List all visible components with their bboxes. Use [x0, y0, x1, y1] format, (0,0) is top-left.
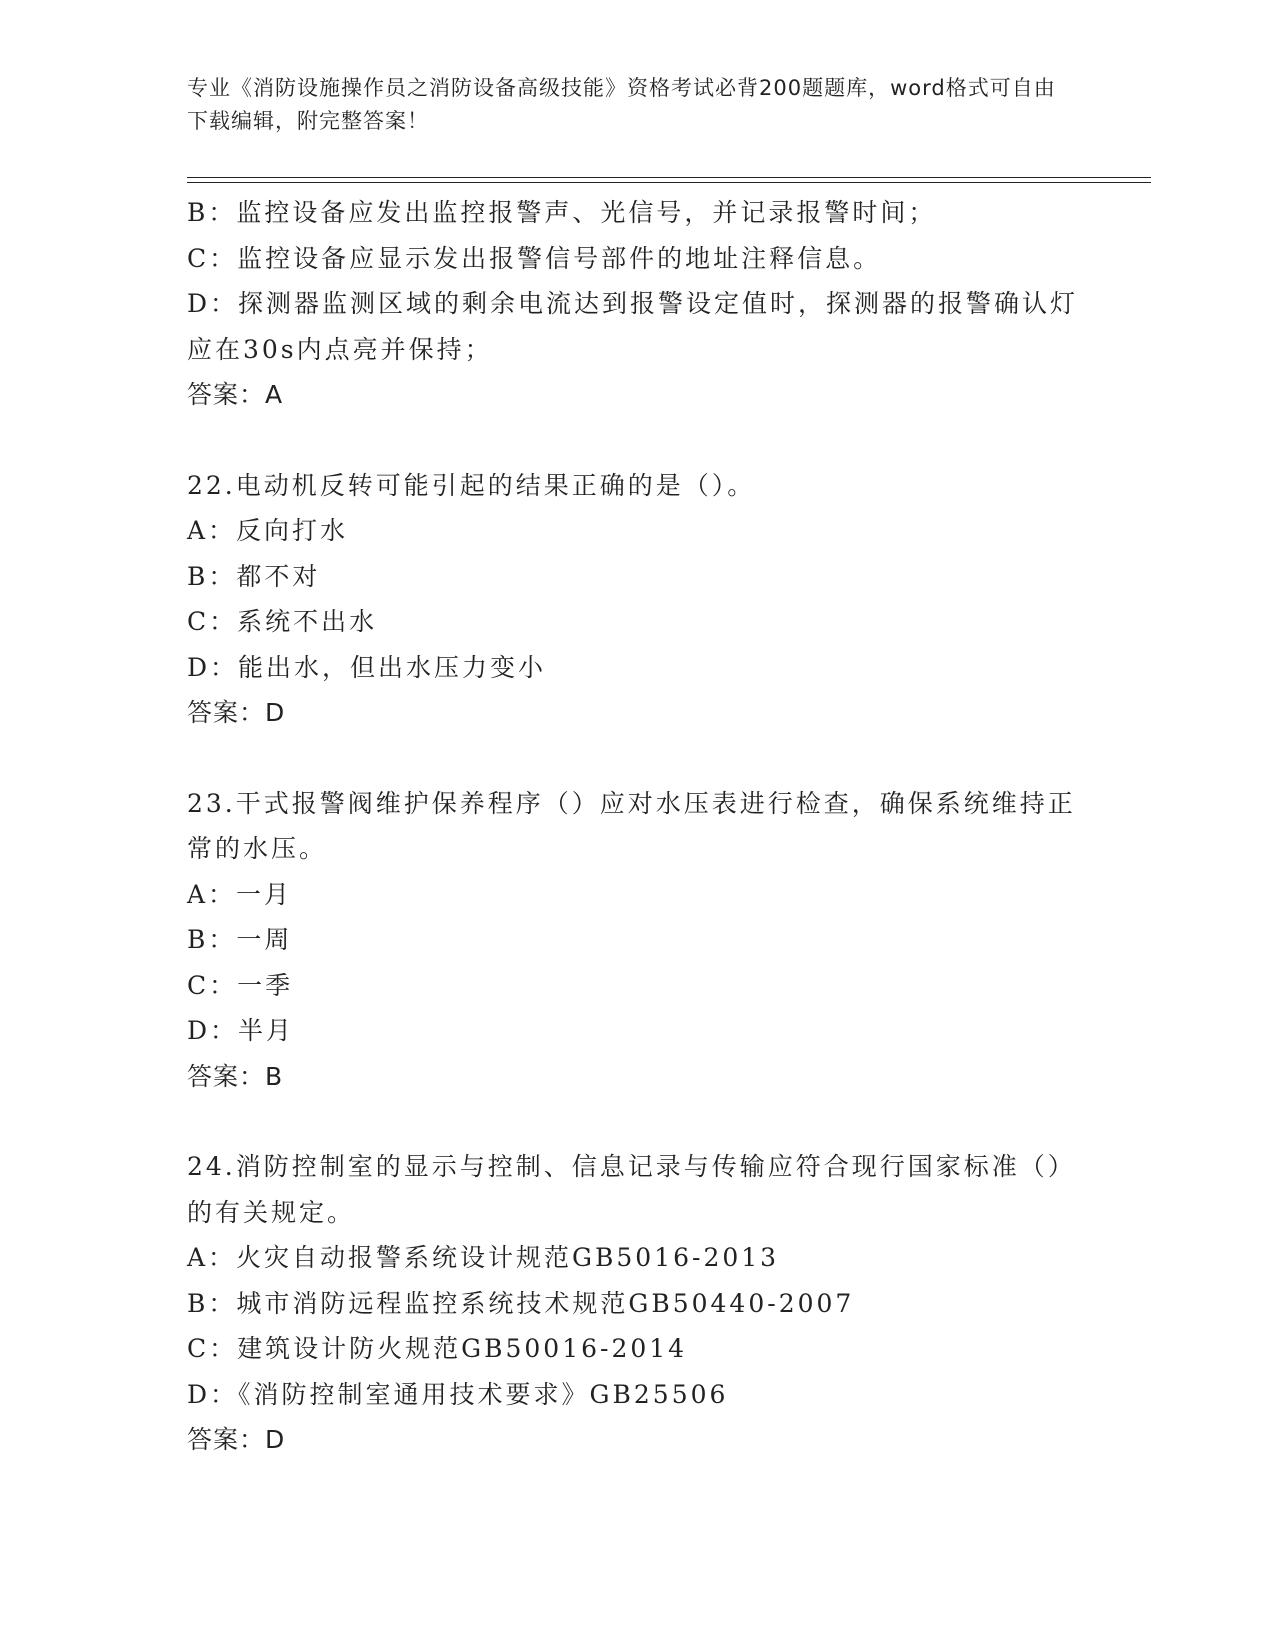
header-rule-bottom: [187, 182, 1151, 183]
option-d: D：能出水，但出水压力变小: [187, 652, 547, 682]
answer: 答案：A: [187, 380, 284, 409]
option-a: A：火灾自动报警系统设计规范GB5016-2013: [187, 1243, 780, 1272]
option-a: A：反向打水: [187, 516, 349, 545]
option-c: C：系统不出水: [187, 607, 378, 636]
option-c: C：一季: [187, 970, 294, 1000]
option-d: D：半月: [187, 1016, 295, 1045]
question-24: [187, 1144, 1087, 1463]
question-stem: 23.干式报警阀维护保养程序（）应对水压表进行检查，确保系统维持正常的水压。: [187, 788, 1076, 863]
option-d: D：探测器监测区域的剩余电流达到报警设定值时，探测器的报警确认灯应在30s内点亮并保持；: [187, 289, 1079, 364]
spacer: [187, 418, 1087, 463]
previous-question-block: [187, 190, 1087, 418]
question-stem: 24.消防控制室的显示与控制、信息记录与传输应符合现行国家标准（）的有关规定。: [187, 1152, 1076, 1227]
answer: 答案：D: [187, 698, 286, 727]
spacer: [187, 1099, 1087, 1144]
option-b: B：城市消防远程监控系统技术规范GB50440-2007: [187, 1288, 855, 1318]
question-stem: 22.电动机反转可能引起的结果正确的是（）。: [187, 470, 756, 500]
header-rule-top: [187, 177, 1151, 178]
question-23: [187, 781, 1087, 1100]
option-c: C：建筑设计防火规范GB50016-2014: [187, 1334, 688, 1363]
question-content: [187, 190, 1087, 1463]
option-d: D：《消防控制室通用技术要求》GB25506: [187, 1379, 729, 1409]
answer: 答案：B: [187, 1061, 284, 1091]
option-b: B：都不对: [187, 561, 321, 591]
spacer: [187, 736, 1087, 781]
header-text: 专业《消防设施操作员之消防设备高级技能》资格考试必背200题题库，word格式可自由下载编辑，附完整答案！: [187, 76, 1056, 133]
answer: 答案：D: [187, 1425, 286, 1454]
option-b: B：监控设备应发出监控报警声、光信号，并记录报警时间；: [187, 198, 937, 227]
option-b: B：一周: [187, 925, 293, 954]
option-c: C：监控设备应显示发出报警信号部件的地址注释信息。: [187, 243, 882, 273]
option-a: A：一月: [187, 879, 293, 909]
question-22: [187, 463, 1087, 736]
document-header: [187, 72, 1067, 138]
